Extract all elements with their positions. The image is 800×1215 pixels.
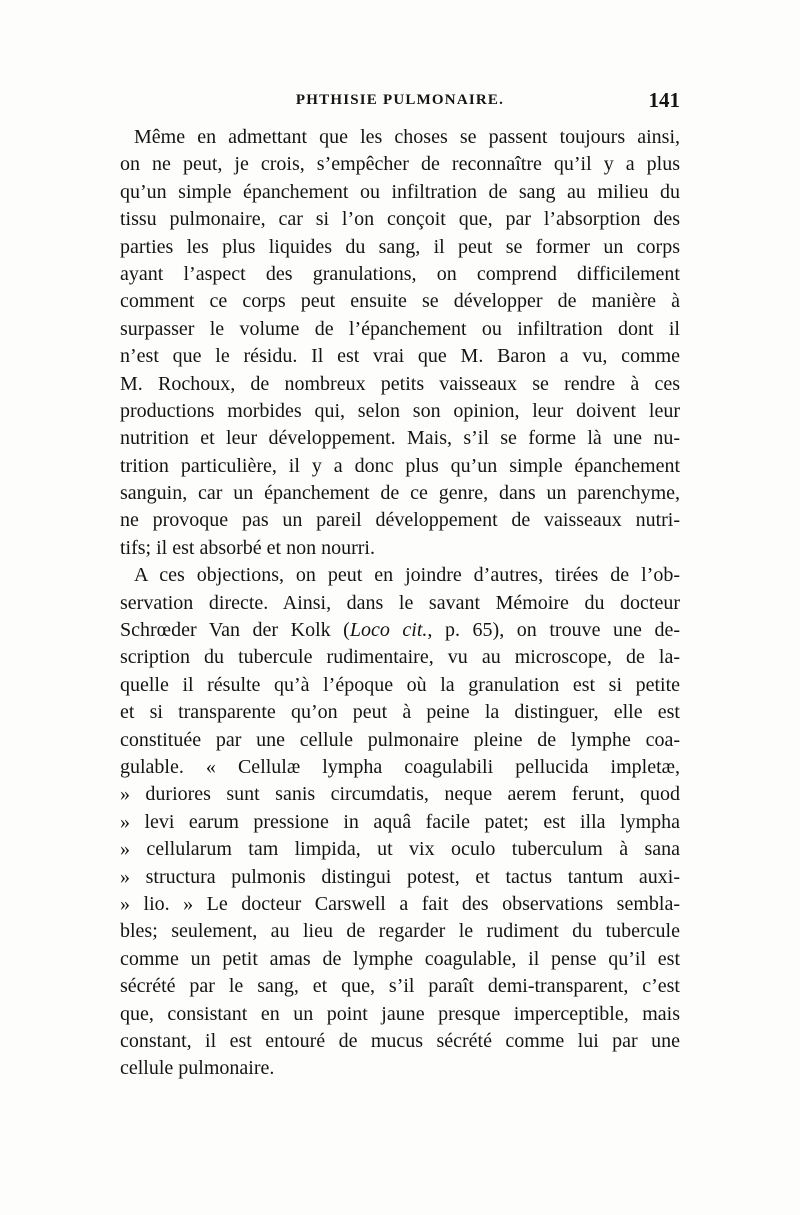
text-line: productions morbides qui, selon son opinion, leur doivent leur (120, 399, 680, 422)
text-line: » lio. » Le docteur Carswell a fait des observations sembla- (120, 892, 680, 915)
text-line: que, consistant en un point jaune presque imperceptible, mais (120, 1002, 680, 1025)
text-line: n’est que le résidu. Il est vrai que M. Baron a vu, comme (120, 345, 680, 368)
text-line: constituée par une cellule pulmonaire pleine de lymphe coa- (120, 728, 680, 751)
text-line: tifs; il est absorbé et non nourri. (120, 536, 375, 559)
text-line: » cellularum tam limpida, ut vix oculo tuberculum à sana (120, 838, 680, 861)
text-line: nutrition et leur développement. Mais, s’il se forme là une nu- (120, 427, 680, 450)
text-line: parties les plus liquides du sang, il peut se former un corps (120, 235, 680, 258)
text-line: servation directe. Ainsi, dans le savant Mémoire du docteur (120, 591, 680, 614)
text-line: constant, il est entouré de mucus sécrété comme lui par une (120, 1029, 680, 1052)
running-title: PHTHISIE PULMONAIRE. (295, 92, 505, 108)
text-line: trition particulière, il y a donc plus qu’un simple épanchement (120, 454, 680, 477)
text-line: A ces objections, on peut en joindre d’autres, tirées de l’ob- (134, 564, 680, 587)
text-line: Schrœder Van der Kolk (Loco cit., p. 65), on trouve une de- (120, 619, 680, 642)
text-line: bles; seulement, au lieu de regarder le rudiment du tubercule (120, 920, 680, 943)
text-line: » levi earum pressione in aquâ facile patet; est illa lympha (120, 810, 680, 833)
text-line: Même en admettant que les choses se passent toujours ainsi, (134, 126, 680, 148)
text-line: M. Rochoux, de nombreux petits vaisseaux se rendre à ces (120, 372, 680, 395)
text-line: comme un petit amas de lymphe coagulable, il pense qu’il est (120, 947, 680, 970)
text-line: gulable. « Cellulæ lympha coagulabili pellucida impletæ, (120, 755, 680, 778)
paragraph-2 (120, 562, 680, 1082)
text-line: ne provoque pas un pareil développement de vaisseaux nutri- (120, 509, 680, 532)
body-text (120, 124, 680, 1083)
text-line: sécrété par le sang, et que, s’il paraît demi-transparent, c’est (120, 975, 680, 998)
text-line: surpasser le volume de l’épanchement ou infiltration dont il (120, 317, 680, 340)
text-line: scription du tubercule rudimentaire, vu au microscope, de la- (120, 646, 680, 669)
text-line: on ne peut, je crois, s’empêcher de reconnaître qu’il y a plus (120, 153, 680, 176)
text-line: cellule pulmonaire. (120, 1057, 275, 1080)
text-line: tissu pulmonaire, car si l’on conçoit que, par l’absorption des (120, 208, 680, 231)
page-header (120, 88, 680, 118)
paragraph-1 (120, 124, 680, 562)
page-number: 141 (648, 88, 680, 112)
text-line: » duriores sunt sanis circumdatis, neque aerem ferunt, quod (120, 783, 680, 806)
text-line: comment ce corps peut ensuite se développer de manière à (120, 290, 680, 313)
text-line: qu’un simple épanchement ou infiltration de sang au milieu du (120, 180, 680, 203)
text-line: ayant l’aspect des granulations, on comprend difficilement (120, 262, 680, 285)
text-line: » structura pulmonis distingui potest, et tactus tantum auxi- (120, 865, 680, 888)
citation-italic: Loco cit. (349, 619, 428, 642)
text-line: et si transparente qu’on peut à peine la distinguer, elle est (120, 701, 680, 724)
text-line: sanguin, car un épanchement de ce genre, dans un parenchyme, (120, 482, 680, 505)
text-line: quelle il résulte qu’à l’époque où la granulation est si petite (120, 673, 680, 696)
